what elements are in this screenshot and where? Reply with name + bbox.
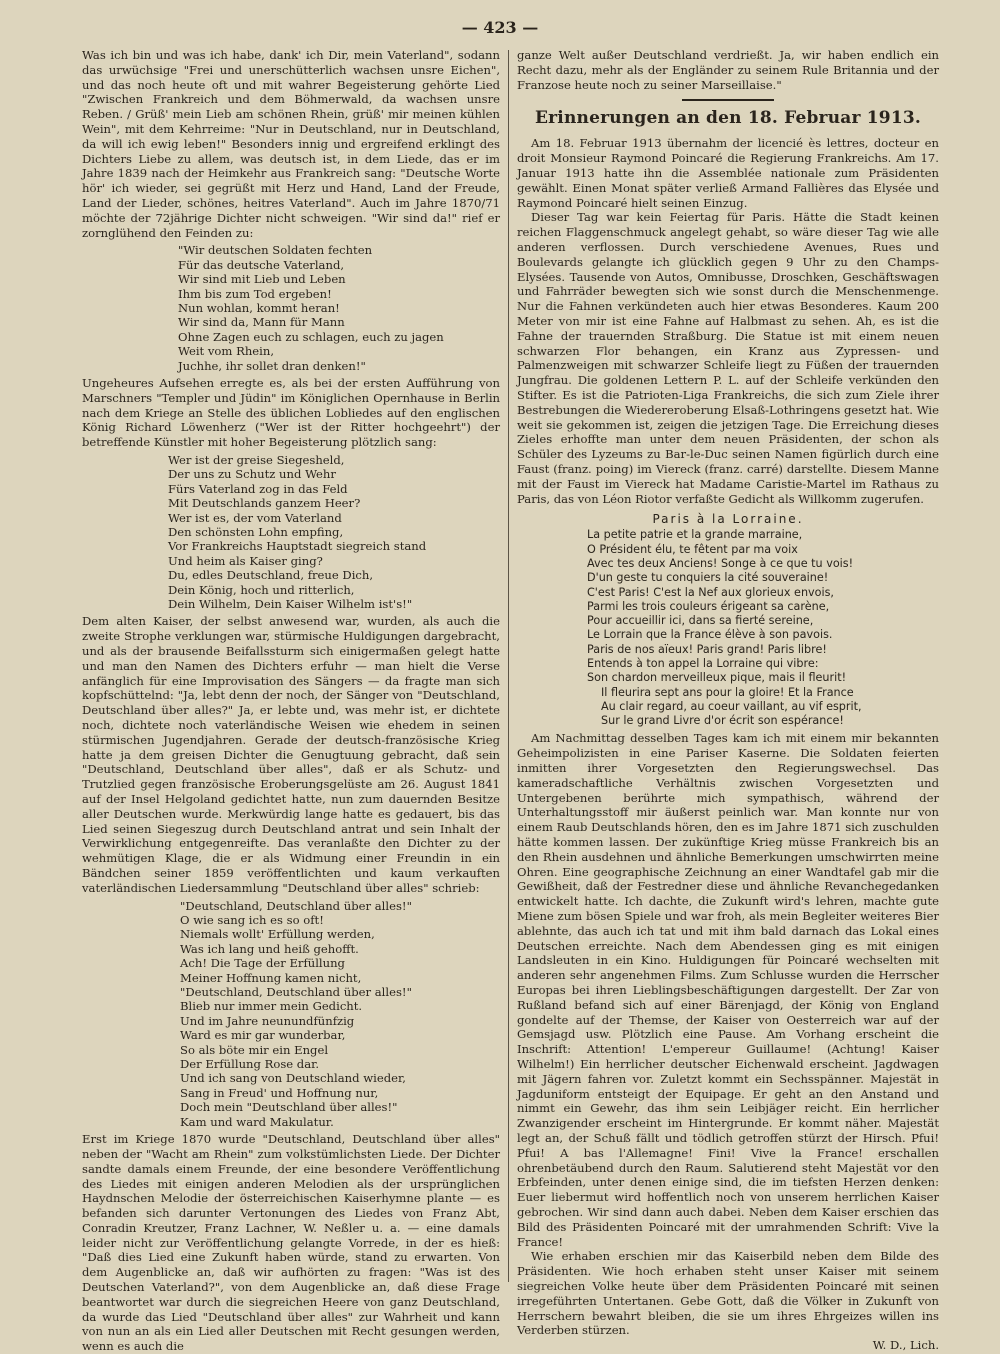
paragraph: Ungeheures Aufsehen erregte es, als bei der ersten Aufführung von Marschners "Templer und Jüdin" im Königlichen Opernhause in Berlin nach dem Kriege an Stelle des üblichen Lobliedes auf den englischen König Richard Löwenherz ("Wer ist der Ritter hochgeehrt") der betreffende Künstler mit hoher Begeisterung plötzlich sang: — [82, 376, 500, 450]
article-heading: Erinnerungen an den 18. Februar 1913. — [534, 108, 921, 129]
verse-line: Nun wohlan, kommt heran! — [178, 300, 340, 315]
verse-line: Für das deutsche Vaterland, — [178, 257, 345, 272]
verse-line: Wer ist der greise Siegesheld, — [168, 453, 345, 467]
verse-line: Vor Frankreichs Hauptstadt siegreich stand — [168, 539, 427, 554]
poem-line: O Président élu, te fêtent par ma voix — [587, 542, 798, 556]
poem-line: Le Lorrain que la France élève à son pavois. — [587, 628, 833, 642]
verse-line: So als böte mir ein Engel — [180, 1042, 329, 1057]
poem-line: La petite patrie et la grande marraine, — [587, 528, 803, 542]
verse-line: Niemals wollt' Erfüllung werden, — [180, 927, 375, 942]
verse-line: Ohne Zagen euch zu schlagen, euch zu jagen — [178, 329, 444, 344]
poem-line: Avec tes deux Anciens! Songe à ce que tu vois! — [587, 556, 854, 570]
section-rule — [682, 99, 774, 101]
right-column — [517, 48, 939, 1353]
verse-line: Ach! Die Tage der Erfüllung — [180, 956, 345, 971]
paragraph: ganze Welt außer Deutschland verdrießt. Ja, wir haben endlich ein Recht dazu, mehr als der Engländer zu seinem Rule Britannia und der Franzose heute noch zu seiner Marseillaise." — [517, 48, 939, 92]
verse-line: Du, edles Deutschland, freue Dich, — [168, 568, 374, 583]
verse-line: Doch mein "Deutschland über alles!" — [180, 1100, 398, 1115]
verse-line: Blieb nur immer mein Gedicht. — [180, 999, 363, 1014]
verse-line: Was ich lang und heiß gehofft. — [180, 941, 359, 956]
verse-line: Dein König, hoch und ritterlich, — [168, 582, 355, 597]
verse-line: Wer ist es, der vom Vaterland — [168, 510, 342, 525]
paragraph: Was ich bin und was ich habe, dank' ich Dir, mein Vaterland", sodann das urwüchsige "Frei und unerschütterlich wachsen unsre Eichen", und das noch heute oft und mit wahrer Begeisterung gehörte Lied "Zwischen Frankreich und dem Böhmerwald, da wachsen unsre Reben. / Grüß' mein Lieb am schönen Rhein, grüß' mir meinen kühlen Wein", mit dem Kehrreime: "Nur in Deutschland, nur in Deutschland, da will ich ewig leben!" Besonders innig und ergreifend erklingt des Dichters Liebe zu allem, was deutsch ist, in dem Liede, das er im Jahre 1839 nach der Heimkehr aus Frankreich sang: "Deutsche Worte hör' ich wieder, sei gegrüßt mit Herz und Hand, Land der Freude, Land der Lieder, schönes, heitres Vaterland". Auch im Jahre 1870/71 möchte der 72jährige Dichter nicht schweigen. "Wir sind da!" rief er zornglühend den Feinden zu: — [82, 48, 500, 240]
poem-line: Sur le grand Livre d'or écrit son espérance! — [601, 714, 844, 728]
paragraph: Am 18. Februar 1913 übernahm der licencié ès lettres, docteur en droit Monsieur Raymond Poincaré die Regierung Frankreichs. Am 17. Januar 1913 hatte ihn die Assemblée nationale zum Präsidenten gewählt. Einen Monat später verließ Armand Fallières das Elysée und Raymond Poincaré hielt seinen Einzug. — [517, 136, 939, 210]
verse-deutschland-ueber-alles — [82, 899, 500, 1130]
verse-line: Mit Deutschlands ganzem Heer? — [168, 496, 361, 511]
paragraph: Wie erhaben erschien mir das Kaiserbild neben dem Bilde des Präsidenten. Wie hoch erhaben steht unser Kaiser mit seinem siegreichen Volke heute über dem Präsidenten Poincaré mit seinen irregeführten Untertanen. Gebe Gott, daß die Völker in Zukunft von Herrschern bewahrt bleiben, die sie um ihres Ehrgeizes willen ins Verderben stürzen. — [517, 1249, 939, 1338]
verse-line: Der Erfüllung Rose dar. — [180, 1057, 320, 1072]
verse-line: Den schönsten Lohn empfing, — [168, 525, 344, 540]
verse-line: Sang in Freud' und Hoffnung nur, — [180, 1085, 379, 1100]
poem-line: Son chardon merveilleux pique, mais il fleurit! — [587, 671, 847, 685]
french-poem — [517, 528, 939, 728]
left-column — [82, 48, 500, 1354]
poem-line: Il fleurira sept ans pour la gloire! Et la France — [601, 685, 854, 699]
column-divider — [508, 50, 509, 1282]
poem-line: Pour accueillir ici, dans sa fierté sereine, — [587, 614, 814, 628]
verse-siegesheld — [82, 453, 500, 611]
verse-line: "Deutschland, Deutschland über alles!" — [180, 985, 412, 1000]
verse-line: Dein Wilhelm, Dein Kaiser Wilhelm ist's!" — [168, 597, 413, 612]
verse-wir-sind-da — [82, 243, 500, 373]
poem-line: D'un geste tu conquiers la cité souveraine! — [587, 571, 829, 585]
verse-line: Und heim als Kaiser ging? — [168, 553, 323, 568]
verse-line: "Wir deutschen Soldaten fechten — [178, 243, 373, 258]
verse-line: Der uns zu Schutz und Wehr — [168, 467, 336, 482]
paragraph: Dieser Tag war kein Feiertag für Paris. Hätte die Stadt keinen reichen Flaggenschmuck angelegt gehabt, so wäre dieser Tag wie alle anderen verflossen. Durch verschiedene Avenues, Rues und Boulevards gelangte ich glücklich gegen 9 Uhr zu den Champs-Elysées. Tausende von Autos, Omnibusse, Droschken, Geschäftswagen und Fahrräder bewegten sich wie sonst durch die Menschenmenge. Nur die Fahnen verkündeten auch hier etwas Besonderes. Kaum 200 Meter von mir ist eine Fahne auf Halbmast zu sehen. Ah, es ist die Fahne der trauernden Straßburg. Die Statue ist mit einem neuen schwarzen Flor behangen, ein Kranz aus Zypressen- und Palmenzweigen mit schwarzer Schleife liegt zu Füßen der trauernden Jungfrau. Die goldenen Lettern P. L. auf der Schleife verkünden den Stifter. Es ist die Patrioten-Liga Frankreichs, die sich zum Ziele ihrer Bestrebungen die Wiedereroberung Elsaß-Lothringens gesetzt hat. Wie weit sie gekommen ist, zeigen die jetzigen Tage. Die Erreichung dieses Zieles erhoffte man unter dem neuen Präsidenten, der schon als Schüler des Lyzeums zu Bar-le-Duc seinen Namen figürlich durch eine Faust (franz. poing) im Viereck (franz. carré) darstellte. Diesem Manne mit der Faust im Viereck hat Madame Caristie-Martel im Rathaus zu Paris, das von Léon Riotor verfaßte Gedicht als Willkomm zugerufen. — [517, 210, 939, 506]
verse-line: Meiner Hoffnung kamen nicht, — [180, 970, 362, 985]
page-number: — 423 — — [461, 18, 539, 37]
verse-line: Und im Jahre neunundfünfzig — [180, 1013, 355, 1028]
paragraph: Erst im Kriege 1870 wurde "Deutschland, Deutschland über alles" neben der "Wacht am Rhein" zum volkstümlichsten Liede. Der Dichter sandte damals einem Freunde, der eine besondere Veröffentlichung des Liedes mit einigen anderen Melodien als der ursprünglichen Haydnschen Melodie der österreichischen Kaiserhymne plante — es befanden sich darunter Vertonungen des Liedes von Franz Abt, Conradin Kreutzer, Franz Lachner, W. Neßler u. a. — eine damals leider nicht zur Veröffentlichung gelangte Vorrede, in der es hieß: "Daß dies Lied eine Zukunft haben würde, stand zu erwarten. Von dem Augenblicke an, daß wir aufhörten zu fragen: "Was ist des Deutschen Vaterland?", von dem Augenblicke an, daß diese Frage beantwortet war durch die siegreichen Heere von ganz Deutschland, da wurde das Lied "Deutschland über alles" zur Wahrheit und kann von nun an als ein Lied aller Deutschen mit Recht gesungen werden, wenn es auch die — [82, 1132, 500, 1354]
verse-line: Weit vom Rhein, — [178, 344, 275, 359]
verse-line: Juchhe, ihr sollet dran denken!" — [178, 358, 366, 373]
verse-line: Fürs Vaterland zog in das Feld — [168, 481, 348, 496]
verse-line: Ihm bis zum Tod ergeben! — [178, 286, 332, 301]
verse-line: Ward es mir gar wunderbar, — [180, 1028, 346, 1043]
paragraph: Dem alten Kaiser, der selbst anwesend war, wurden, als auch die zweite Strophe verklungen war, stürmische Huldigungen dargebracht, und als der brausende Beifallssturm sich einigermaßen gelegt hatte und man den Namen des Dichters erfuhr — man hielt die Verse anfänglich für eine Improvisation des Sängers — da fragte man sich kopfschüttelnd: "Ja, lebt denn der noch, der Sänger von "Deutschland, Deutschland über alles?" Ja, er lebte und, was mehr ist, er dichtete noch, dichtete noch vaterländische Weisen wie ehedem in seinen stürmischen Jugendjahren. Gerade der deutsch-französische Krieg hatte ja dem greisen Dichter die Genugtuung gebracht, daß sein "Deutschland, Deutschland über alles", daß er als Schutz- und Trutzlied gegen französische Eroberungsgelüste am 26. August 1841 auf der Insel Helgoland gedichtet hatte, nun zum dauernden Besitze aller Deutschen wurde. Merkwürdig lange hatte es gedauert, bis das Lied seinen Siegeszug durch Deutschland antrat und sein Inhalt der Verwirklichung entgegenreifte. Das veranlaßte den Dichter zu der wehmütigen Klage, die er als Widmung einer Freundin in ein Bändchen seiner 1859 veröffentlichten und kaum verkauften vaterländischen Liedersammlung "Deutschland über alles" schrieb: — [82, 614, 500, 895]
verse-line: "Deutschland, Deutschland über alles!" — [180, 898, 412, 913]
verse-line: Wir sind mit Lieb und Leben — [178, 272, 346, 287]
verse-line: Kam und ward Makulatur. — [180, 1114, 334, 1129]
poem-line: Parmi les trois couleurs érigeant sa carène, — [587, 599, 830, 613]
poem-line: Au clair regard, au coeur vaillant, au vif esprit, — [601, 699, 862, 713]
verse-line: Und ich sang von Deutschland wieder, — [180, 1071, 406, 1086]
verse-line: Wir sind da, Mann für Mann — [178, 315, 345, 330]
poem-line: Paris de nos aïeux! Paris grand! Paris libre! — [587, 642, 827, 656]
poem-title: Paris à la Lorraine. — [652, 512, 804, 527]
paragraph: Am Nachmittag desselben Tages kam ich mit einem mir bekannten Geheimpolizisten in eine Pariser Kaserne. Die Soldaten feierten inmitten ihrer Vorgesetzten den Regierungswechsel. Das kameradschaftliche Verhältnis zwischen Vorgesetzten und Untergebenen berührte mich sympathisch, während der Unterhaltungsstoff mir äußerst peinlich war. Man konnte nur von einem Raub Deutschlands hören, den es im Jahre 1871 sich zuschulden hätte kommen lassen. Der zukünftige Krieg müsse Frankreich bis an den Rhein ausdehnen und ähnliche Bemerkungen umschwirrten meine Ohren. Eine geographische Zeichnung an einer Wandtafel gab mir die Gewißheit, daß der Festredner diese und ähnliche Revanchegedanken entwickelt hatte. Ich dachte, die Zukunft wird's lehren, machte gute Miene zum bösen Spiele und war froh, als mein Begleiter weiteres Bier ablehnte, das auch ich tat und mit ihm bald darnach das Lokal eines Deutschen erreichte. Nach dem Abendessen ging es mit einigen Landsleuten in ein Kino. Huldigungen für Poincaré wechselten mit anderen sehr angenehmen Films. Zum Schlusse wurden die Herrscher Europas bei ihren Lieblingsbeschäftigungen dargestellt. Der Zar von Rußland befand sich auf einer Bärenjagd, der König von England gondelte auf der Themse, der Kaiser von Oesterreich war auf der Gemsjagd usw. Plötzlich eine Pause. Am Vorhang erscheint die Inschrift: Attention! L'empereur Guillaume! (Achtung! Kaiser Wilhelm!) Ein herrlicher deutscher Eichenwald erscheint. Jagdwagen mit Jägern fahren vor. Zuletzt kommt ein Sechsspänner. Majestät in Jagduniform entsteigt der Equipage. Er geht an den Anstand und nimmt ein Gewehr, das ihm sein Leibjäger reicht. Ein herrlicher Zwanzigender erscheint im Hintergrunde. Er kommt näher. Majestät legt an, der Schuß fällt und tödlich getroffen stürzt der Hirsch. Pfui! Pfui! A bas l'Allemagne! Fini! Vive la France! erschallen ohrenbetäubend durch den Raum. Salutierend steht Majestät vor den Erbfeinden, unter denen einige sind, die im tiefsten Herzen denken: Euer liebermut wird hoffentlich noch von unserem herrlichen Kaiser gebrochen. Wir sind dann auch dabei. Neben dem Kaiser erschien das Bild des Präsidenten Poincaré mit der umrahmenden Schrift: Vive la France! — [517, 731, 939, 1249]
poem-line: Entends à ton appel la Lorraine qui vibre: — [587, 656, 819, 670]
verse-line: O wie sang ich es so oft! — [180, 913, 324, 928]
author-signature: W. D., Lich. — [872, 1338, 939, 1353]
poem-line: C'est Paris! C'est la Nef aux glorieux envois, — [587, 585, 834, 599]
